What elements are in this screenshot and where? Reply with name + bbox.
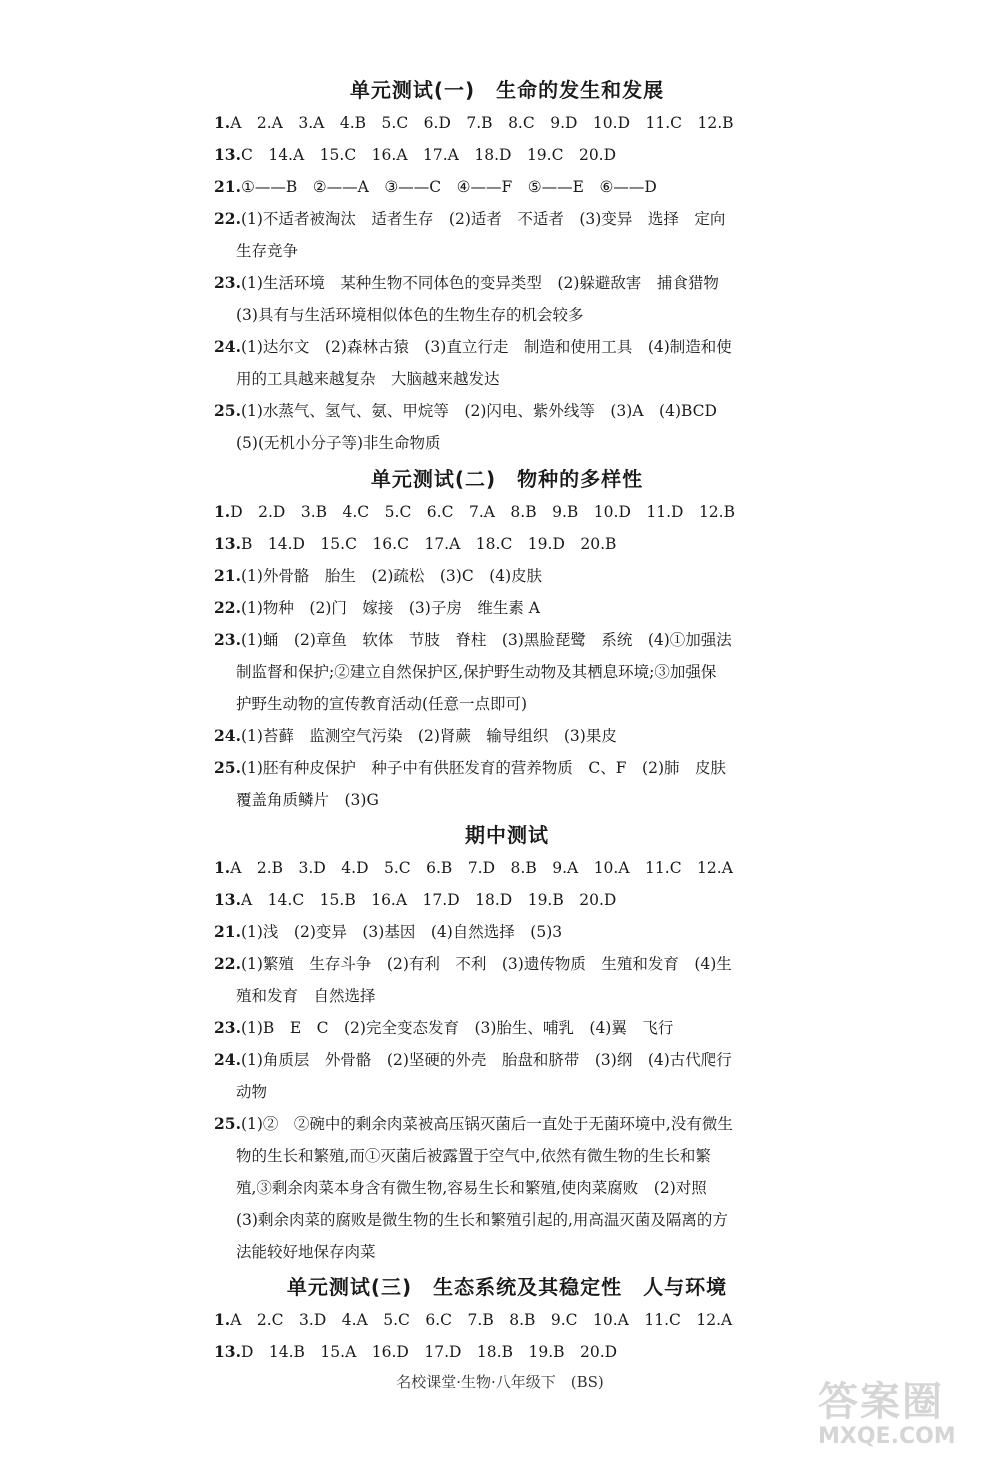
answer-text: (1)苔藓 监测空气污染 (2)肾蕨 输导组织 (3)果皮	[240, 727, 617, 745]
answer-text: (5)(无机小分子等)非生命物质	[236, 434, 441, 452]
answer-text: 殖,③剩余肉菜本身含有微生物,容易生长和繁殖,使肉菜腐败 (2)对照	[236, 1179, 707, 1197]
answer-line	[214, 852, 800, 884]
answer-text: A 14.C 15.B 16.A 17.D 18.D 19.B 20.D	[240, 891, 617, 909]
answer-text: 动物	[236, 1083, 268, 1101]
answer-line	[214, 331, 800, 363]
answer-line	[214, 1044, 800, 1076]
answer-text: (1)② ②碗中的剩余肉菜被高压锅灭菌后一直处于无菌环境中,没有微生	[240, 1115, 733, 1133]
answer-text: (3)具有与生活环境相似体色的生物生存的机会较多	[236, 306, 584, 324]
answer-text: (1)达尔文 (2)森林古猿 (3)直立行走 制造和使用工具 (4)制造和使	[240, 338, 732, 356]
answer-text: (1)繁殖 生存斗争 (2)有利 不利 (3)遗传物质 生殖和发育 (4)生	[240, 955, 732, 973]
question-number: 13.	[214, 145, 241, 164]
answer-line-continued	[214, 363, 800, 395]
question-number: 24.	[214, 337, 241, 356]
answer-text: (1)B E C (2)完全变态发育 (3)胎生、哺乳 (4)翼 飞行	[240, 1019, 674, 1037]
watermark-url: MXQE.COM	[818, 1424, 956, 1449]
section-title: 单元测试(二) 物种的多样性	[370, 467, 644, 491]
answer-line	[214, 560, 800, 592]
answer-line	[214, 1304, 800, 1336]
question-number: 1.	[214, 113, 231, 132]
answer-text: 殖和发育 自然选择	[236, 987, 376, 1005]
question-number: 21.	[214, 177, 241, 196]
question-number: 21.	[214, 566, 241, 585]
answer-text: 覆盖角质鳞片 (3)G	[236, 791, 379, 809]
answer-text: (1)角质层 外骨骼 (2)坚硬的外壳 胎盘和脐带 (3)纲 (4)古代爬行	[240, 1051, 732, 1069]
answer-line-continued	[214, 299, 800, 331]
section-unit-test-3	[214, 1270, 800, 1368]
answer-text: (1)蛹 (2)章鱼 软体 节肢 脊柱 (3)黑脸琵鹭 系统 (4)①加强法	[240, 631, 732, 649]
answer-text: A 2.C 3.D 4.A 5.C 6.C 7.B 8.B 9.C 10.A 11.C 12.A	[230, 1311, 733, 1329]
answer-line-continued	[214, 1140, 800, 1172]
answer-text: C 14.A 15.C 16.A 17.A 18.D 19.C 20.D	[240, 146, 617, 164]
answer-line	[214, 171, 800, 203]
question-number: 13.	[214, 1342, 241, 1361]
answer-text: (3)剩余肉菜的腐败是微生物的生长和繁殖引起的,用高温灭菌及隔离的方	[236, 1211, 728, 1229]
question-number: 1.	[214, 858, 231, 877]
answer-line-continued	[214, 1236, 800, 1268]
answer-line-continued	[214, 980, 800, 1012]
section-title: 单元测试(三) 生态系统及其稳定性 人与环境	[286, 1275, 728, 1299]
question-number: 25.	[214, 758, 241, 777]
answer-line-continued	[214, 235, 800, 267]
answer-line	[214, 948, 800, 980]
question-number: 24.	[214, 726, 241, 745]
question-number: 13.	[214, 534, 241, 553]
question-number: 25.	[214, 401, 241, 420]
answer-line	[214, 267, 800, 299]
answer-line	[214, 139, 800, 171]
section-midterm-test	[214, 818, 800, 1268]
answer-line-continued	[214, 1172, 800, 1204]
answer-text: 护野生动物的宣传教育活动(任意一点即可)	[236, 695, 528, 713]
section-unit-test-1	[214, 73, 800, 459]
answer-line-continued	[214, 1076, 800, 1108]
answer-line	[214, 720, 800, 752]
question-number: 1.	[214, 1310, 231, 1329]
answer-line-continued	[214, 656, 800, 688]
answer-text: ①——B ②——A ③——C ④——F ⑤——E ⑥——D	[240, 178, 657, 196]
answer-text: (1)物种 (2)门 嫁接 (3)子房 维生素 A	[240, 599, 540, 617]
page-footer: 名校课堂·生物·八年级下 (BS)	[396, 1373, 604, 1391]
answer-text: (1)生活环境 某种生物不同体色的变异类型 (2)躲避敌害 捕食猎物	[240, 274, 719, 292]
answer-text: (1)浅 (2)变异 (3)基因 (4)自然选择 (5)3	[240, 923, 563, 941]
question-number: 23.	[214, 630, 241, 649]
answer-line	[214, 1108, 800, 1140]
answer-line-continued	[214, 784, 800, 816]
watermark-logo-text: 答案圈	[818, 1379, 944, 1425]
answer-text: 制监督和保护;②建立自然保护区,保护野生动物及其栖息环境;③加强保	[236, 663, 717, 681]
answer-text: (1)不适者被淘汰 适者生存 (2)适者 不适者 (3)变异 选择 定向	[240, 210, 726, 228]
answer-text: A 2.B 3.D 4.D 5.C 6.B 7.D 8.B 9.A 10.A 11.C 12.A	[230, 859, 733, 877]
answer-line	[214, 395, 800, 427]
answer-text: B 14.D 15.C 16.C 17.A 18.C 19.D 20.B	[240, 535, 617, 553]
question-number: 13.	[214, 890, 241, 909]
section-title: 期中测试	[465, 823, 549, 847]
question-number: 25.	[214, 1114, 241, 1133]
watermark-logo	[818, 1380, 968, 1460]
answer-text: D 14.B 15.A 16.D 17.D 18.B 19.B 20.D	[240, 1343, 618, 1361]
question-number: 23.	[214, 1018, 241, 1037]
section-title: 单元测试(一) 生命的发生和发展	[349, 78, 665, 102]
answer-line	[214, 496, 800, 528]
answer-line	[214, 624, 800, 656]
answer-line-continued	[214, 1204, 800, 1236]
answer-line	[214, 1012, 800, 1044]
answer-line-continued	[214, 688, 800, 720]
question-number: 24.	[214, 1050, 241, 1069]
answer-text: (1)外骨骼 胎生 (2)疏松 (3)C (4)皮肤	[240, 567, 543, 585]
answer-text: A 2.A 3.A 4.B 5.C 6.D 7.B 8.C 9.D 10.D 11.C 12.B	[230, 114, 734, 132]
answer-line	[214, 592, 800, 624]
answer-line	[214, 203, 800, 235]
question-number: 22.	[214, 954, 241, 973]
answer-text: (1)水蒸气、氢气、氨、甲烷等 (2)闪电、紫外线等 (3)A (4)BCD	[240, 402, 717, 420]
answer-text: D 2.D 3.B 4.C 5.C 6.C 7.A 8.B 9.B 10.D 11.D 12.B	[230, 503, 735, 521]
answer-text: 生存竞争	[236, 242, 299, 260]
answer-text: 法能较好地保存肉菜	[236, 1243, 376, 1261]
question-number: 1.	[214, 502, 231, 521]
question-number: 22.	[214, 598, 241, 617]
question-number: 22.	[214, 209, 241, 228]
question-number: 23.	[214, 273, 241, 292]
answer-line	[214, 528, 800, 560]
section-unit-test-2	[214, 462, 800, 816]
answer-text: (1)胚有种皮保护 种子中有供胚发育的营养物质 C、F (2)肺 皮肤	[240, 759, 726, 777]
answer-line	[214, 107, 800, 139]
answer-line	[214, 916, 800, 948]
answer-line	[214, 752, 800, 784]
question-number: 21.	[214, 922, 241, 941]
answer-line	[214, 1336, 800, 1368]
answer-text: 用的工具越来越复杂 大脑越来越发达	[236, 370, 500, 388]
answer-text: 物的生长和繁殖,而①灭菌后被露置于空气中,依然有微生物的生长和繁	[236, 1147, 711, 1165]
answer-line-continued	[214, 427, 800, 459]
answer-line	[214, 884, 800, 916]
